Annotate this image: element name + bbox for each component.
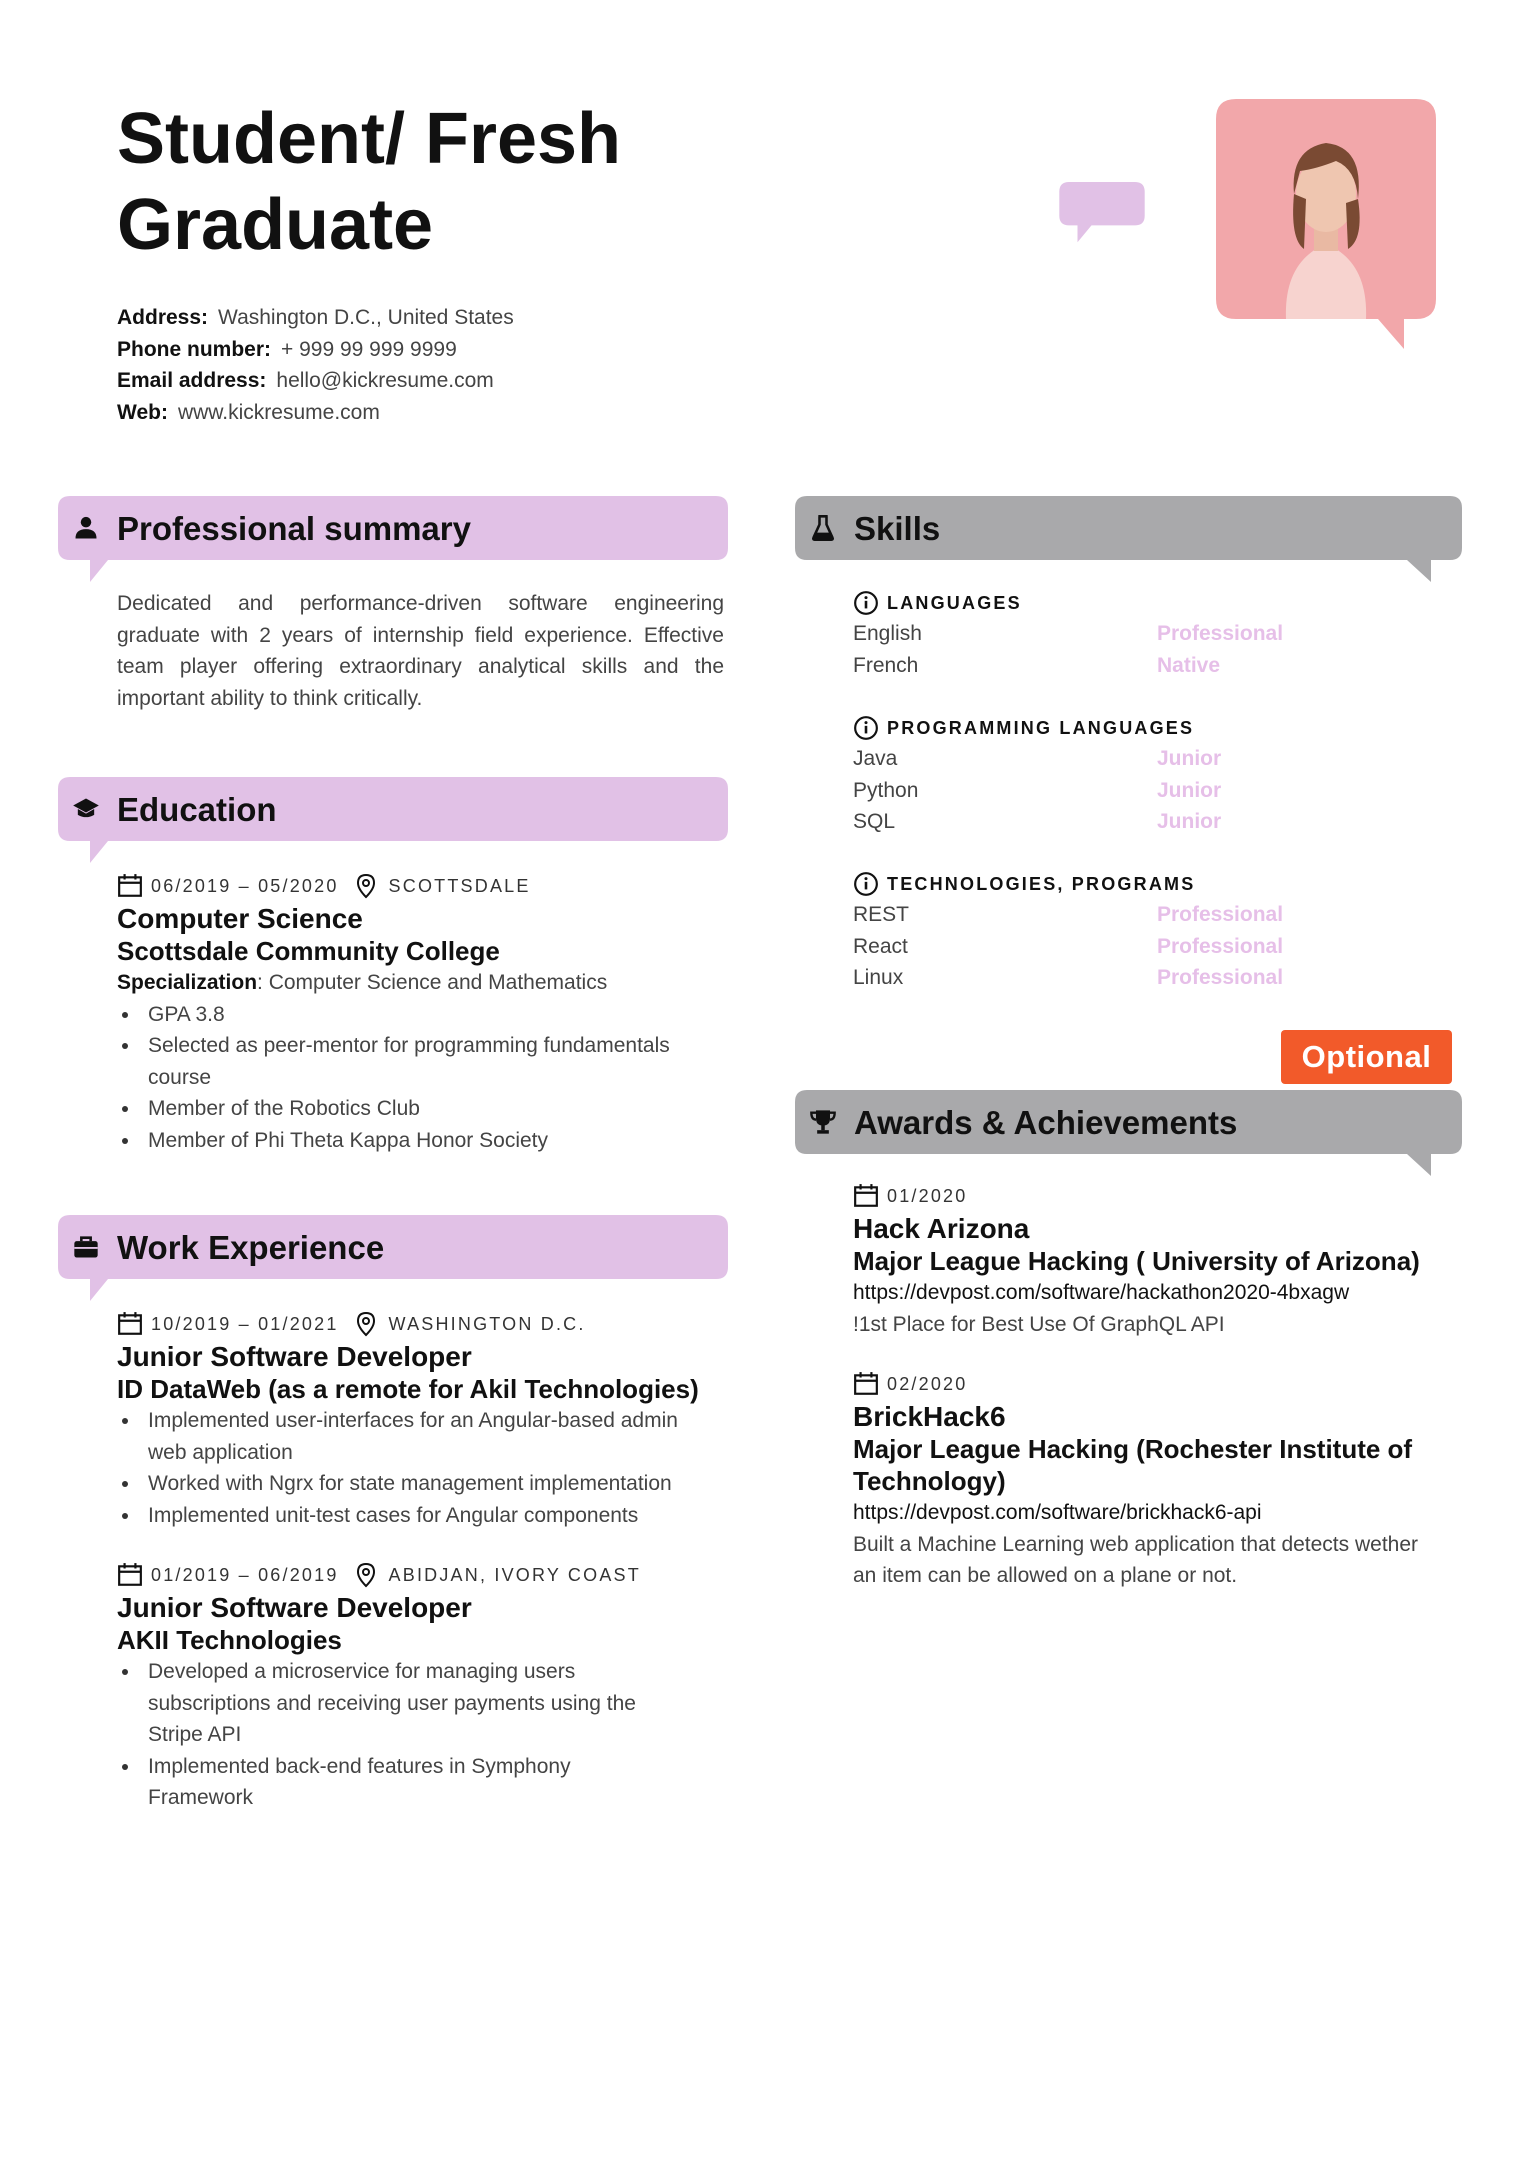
work-bullets xyxy=(117,1405,727,1531)
work-entry xyxy=(117,1562,677,1814)
skill-row: English Professional xyxy=(853,622,1284,645)
award-org: Major League Hacking ( University of Arizona) xyxy=(853,1246,1420,1276)
section-title-skills: Skills xyxy=(854,510,941,547)
specialization: Specialization: Computer Science and Mathematics xyxy=(117,971,608,994)
education-entry xyxy=(117,873,737,1156)
section-header-awards xyxy=(795,1090,1462,1180)
section-title-summary: Professional summary xyxy=(117,510,471,547)
calendar-icon xyxy=(117,1311,143,1337)
entry-dates: 06/2019 – 05/2020 xyxy=(151,875,339,896)
briefcase-icon xyxy=(72,1233,100,1261)
section-title-awards: Awards & Achievements xyxy=(854,1104,1238,1141)
list-item: GPA 3.8 xyxy=(117,999,737,1031)
skill-row: Java Junior xyxy=(853,747,1222,770)
list-item: Developed a microservice for managing users subscriptions and receiving user payments using the Stripe API xyxy=(117,1656,677,1751)
skill-row: French Native xyxy=(853,653,1221,677)
entry-dates: 10/2019 – 01/2021 xyxy=(151,1313,339,1334)
location-pin-icon xyxy=(355,1562,377,1588)
list-item: Member of Phi Theta Kappa Honor Society xyxy=(117,1125,737,1157)
award-desc: !1st Place for Best Use Of GraphQL API xyxy=(853,1312,1225,1336)
award-name: Hack Arizona xyxy=(853,1213,1030,1244)
skill-group-programming xyxy=(853,713,1453,838)
award-entry xyxy=(853,1183,1453,1340)
optional-badge: Optional xyxy=(1281,1030,1452,1084)
profile-photo xyxy=(1216,99,1436,349)
award-org: Major League Hacking (Rochester Institute of Technology) xyxy=(853,1434,1413,1496)
skill-category: PROGRAMMING LANGUAGES xyxy=(853,713,1453,743)
section-header-summary xyxy=(58,496,728,586)
entry-meta xyxy=(117,873,737,899)
section-title-work: Work Experience xyxy=(117,1229,385,1266)
job-title: Junior Software Developer xyxy=(117,1592,472,1623)
work-entry xyxy=(117,1311,737,1531)
list-item: Implemented unit-test cases for Angular components xyxy=(117,1500,727,1532)
portrait-image xyxy=(1216,99,1436,349)
summary-text: Dedicated and performance-driven software engineering graduate with 2 years of internship field experience. Effective team player offering extraordinary analytical skills and the important ability to think critically. xyxy=(117,592,724,710)
section-title-education: Education xyxy=(117,791,277,828)
location-pin-icon xyxy=(355,873,377,899)
list-item: Implemented user-interfaces for an Angular-based admin web application xyxy=(117,1405,727,1468)
user-icon xyxy=(72,514,100,542)
entry-meta xyxy=(117,1311,737,1337)
contact-email: Email address: hello@kickresume.com xyxy=(117,369,494,392)
location-pin-icon xyxy=(355,1311,377,1337)
award-desc: Built a Machine Learning web application that detects wether an item can be allowed on a plane or not. xyxy=(853,1532,1419,1587)
entry-meta xyxy=(853,1371,1433,1397)
info-icon xyxy=(853,715,879,741)
entry-dates: 01/2019 – 06/2019 xyxy=(151,1564,339,1585)
speech-bubble-decoration xyxy=(1041,182,1163,245)
section-header-skills xyxy=(795,496,1462,586)
list-item: Worked with Ngrx for state management implementation xyxy=(117,1468,727,1500)
award-date: 01/2020 xyxy=(887,1185,968,1206)
skill-row: SQL Junior xyxy=(853,810,1222,833)
skill-row: React Professional xyxy=(853,934,1284,958)
list-item: Member of the Robotics Club xyxy=(117,1093,737,1125)
award-link[interactable]: https://devpost.com/software/brickhack6-api xyxy=(853,1501,1262,1524)
section-header-work xyxy=(58,1215,728,1305)
work-bullets xyxy=(117,1656,677,1814)
company-name: ID DataWeb (as a remote for Akil Technologies) xyxy=(117,1374,699,1404)
school-name: Scottsdale Community College xyxy=(117,936,500,966)
entry-location: ABIDJAN, IVORY COAST xyxy=(388,1564,641,1585)
award-link[interactable]: https://devpost.com/software/hackathon2020-4bxagw xyxy=(853,1281,1350,1304)
calendar-icon xyxy=(117,1562,143,1588)
skill-row: Linux Professional xyxy=(853,966,1284,989)
resume-title: Student/ Fresh Graduate xyxy=(117,99,622,265)
skill-category: LANGUAGES xyxy=(853,588,1453,618)
award-name: BrickHack6 xyxy=(853,1401,1006,1432)
entry-meta xyxy=(853,1183,1453,1209)
degree-title: Computer Science xyxy=(117,903,363,934)
skill-category: TECHNOLOGIES, PROGRAMS xyxy=(853,869,1453,899)
award-date: 02/2020 xyxy=(887,1373,968,1394)
skill-row: REST Professional xyxy=(853,903,1284,926)
award-entry xyxy=(853,1371,1433,1592)
flask-icon xyxy=(809,514,837,542)
info-icon xyxy=(853,871,879,897)
skill-group-technologies xyxy=(853,869,1453,994)
entry-location: WASHINGTON D.C. xyxy=(388,1313,586,1334)
list-item: Selected as peer-mentor for programming fundamentals course xyxy=(117,1030,737,1093)
calendar-icon xyxy=(853,1183,879,1209)
job-title: Junior Software Developer xyxy=(117,1341,472,1372)
trophy-icon xyxy=(809,1108,837,1136)
contact-web: Web: www.kickresume.com xyxy=(117,400,380,424)
company-name: AKII Technologies xyxy=(117,1625,342,1655)
contact-block xyxy=(117,302,514,428)
skill-group-languages xyxy=(853,588,1453,681)
calendar-icon xyxy=(117,873,143,899)
section-header-education xyxy=(58,777,728,867)
list-item: Implemented back-end features in Symphony Framework xyxy=(117,1751,677,1814)
info-icon xyxy=(853,590,879,616)
education-bullets xyxy=(117,999,737,1157)
skill-row: Python Junior xyxy=(853,778,1222,802)
graduation-cap-icon xyxy=(72,795,100,823)
entry-meta xyxy=(117,1562,677,1588)
calendar-icon xyxy=(853,1371,879,1397)
contact-address: Address: Washington D.C., United States xyxy=(117,306,514,329)
contact-phone: Phone number: + 999 99 999 9999 xyxy=(117,337,457,361)
entry-location: SCOTTSDALE xyxy=(388,875,531,896)
